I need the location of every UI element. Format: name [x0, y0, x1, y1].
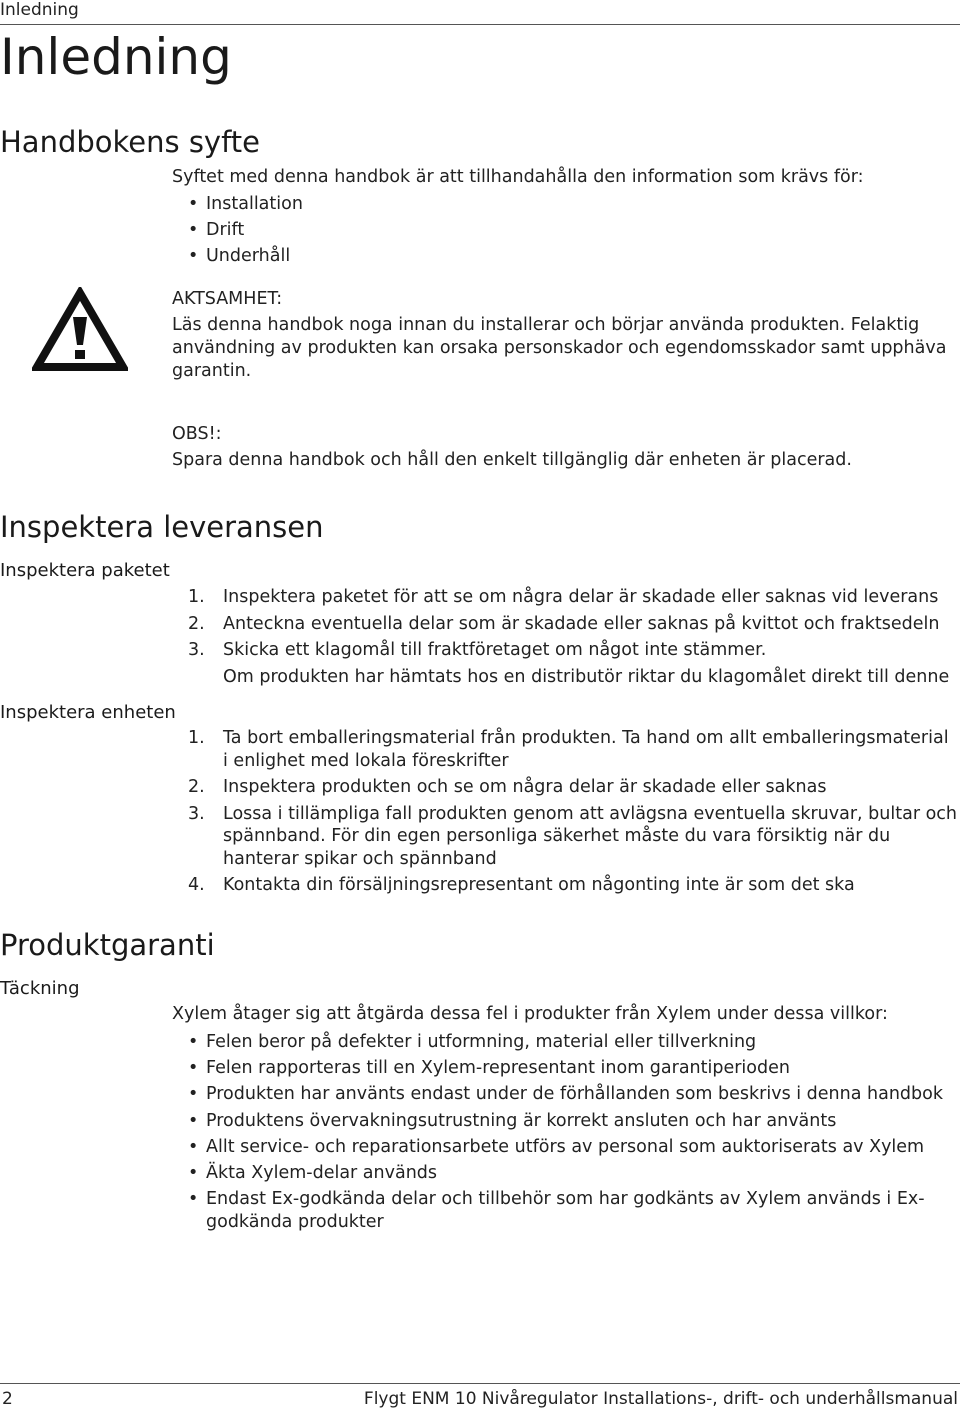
list-item: • Installation — [188, 194, 303, 214]
warranty-heading: Produktgaranti — [0, 928, 215, 962]
list-item: • Produkten har använts endast under de förhållanden som beskrivs i denna handbok — [188, 1084, 943, 1105]
running-header: Inledning — [0, 0, 79, 20]
footer-divider — [0, 1383, 960, 1384]
list-item: 1. Inspektera paketet för att se om några delar är skadade eller saknas vid leverans — [188, 587, 939, 607]
caution-line-3: garantin. — [172, 361, 252, 381]
page-number: 2 — [2, 1389, 13, 1409]
warning-triangle-icon — [32, 287, 128, 377]
header-divider — [0, 24, 960, 25]
list-item: • Felen rapporteras till en Xylem-representant inom garantiperioden — [188, 1058, 790, 1079]
list-item: 3. Skicka ett klagomål till fraktföretaget om något inte stämmer. — [188, 640, 767, 660]
warranty-intro: Xylem åtager sig att åtgärda dessa fel i produkter från Xylem under dessa villkor: — [172, 1004, 888, 1024]
caution-label: AKTSAMHET: — [172, 289, 283, 309]
page-title: Inledning — [0, 28, 232, 86]
purpose-list — [188, 191, 303, 270]
caution-line-1: Läs denna handbok noga innan du installerar och börjar använda produkten. Felaktig — [172, 315, 920, 335]
inspect-package-heading: Inspektera paketet — [0, 560, 170, 581]
list-item: • Produktens övervakningsutrustning är korrekt ansluten och har använts — [188, 1110, 837, 1131]
note-text: Spara denna handbok och håll den enkelt tillgänglig där enheten är placerad. — [172, 450, 852, 470]
list-item: • Äkta Xylem-delar används — [188, 1163, 438, 1184]
inspect-package-extra: Om produkten har hämtats hos en distributör riktar du klagomålet direkt till denne — [223, 667, 950, 687]
list-item: • Drift — [188, 220, 245, 241]
list-item: 2. Anteckna eventuella delar som är skadade eller saknas på kvittot och fraktsedeln — [188, 613, 940, 634]
caution-line-2: användning av produkten kan orsaka personskador och egendomsskador samt upphäva — [172, 338, 947, 358]
inspect-package-steps — [188, 586, 958, 666]
coverage-heading: Täckning — [0, 978, 80, 999]
list-item: 1. Ta bort emballeringsmaterial från produkten. Ta hand om allt emballeringsmaterial i enlighet med lokala föreskrifter — [188, 728, 949, 771]
inspect-unit-heading: Inspektera enheten — [0, 702, 176, 723]
list-item: 2. Inspektera produkten och se om några delar är skadade eller saknas — [188, 777, 827, 797]
manual-title: Flygt ENM 10 Nivåregulator Installations-, drift- och underhållsmanual — [363, 1389, 958, 1409]
list-item: • Allt service- och reparationsarbete utförs av personal som auktoriserats av Xylem — [188, 1136, 925, 1157]
list-item: 3. Lossa i tillämpliga fall produkten genom att avlägsna eventuella skruvar, bultar och spännband. För din egen personliga säkerhet måste du vara försiktig när du hanterar spikar och spännband — [188, 803, 957, 869]
purpose-intro: Syftet med denna handbok är att tillhandahålla den information som krävs för: — [172, 167, 864, 187]
purpose-heading: Handbokens syfte — [0, 125, 261, 159]
warranty-conditions — [188, 1029, 943, 1233]
note-label: OBS!: — [172, 424, 222, 444]
inspect-unit-steps — [188, 727, 958, 901]
inspect-heading: Inspektera leveransen — [0, 510, 324, 544]
list-item: • Underhåll — [188, 246, 291, 267]
list-item-continuation: godkända produkter — [206, 1211, 384, 1232]
list-item: • Endast Ex-godkända delar och tillbehör som har godkänts av Xylem används i Ex- — [188, 1189, 925, 1210]
list-item: 4. Kontakta din försäljningsrepresentant om någonting inte är som det ska — [188, 875, 855, 895]
list-item: • Felen beror på defekter i utformning, material eller tillverkning — [188, 1032, 757, 1052]
